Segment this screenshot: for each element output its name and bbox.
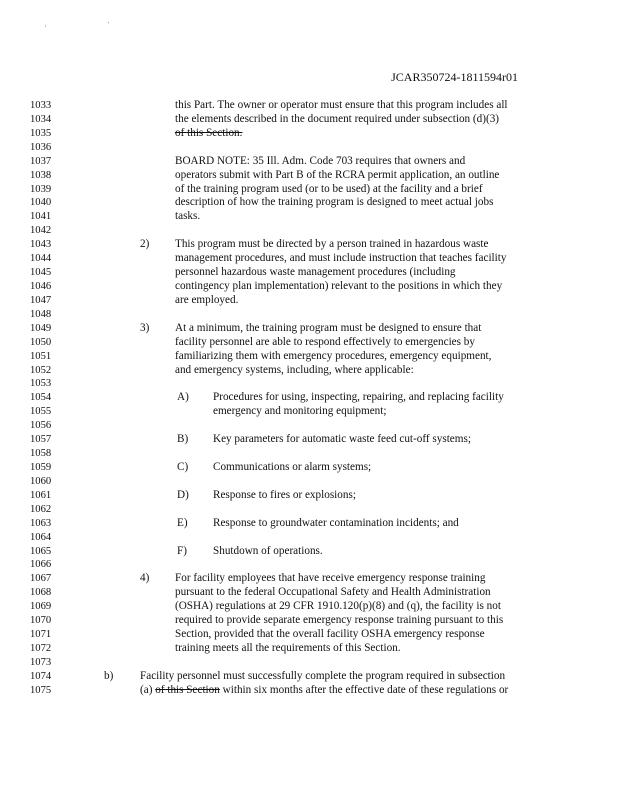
text-segment: personnel hazardous waste management procedures (including [175, 266, 456, 279]
line-text [140, 684, 508, 698]
line-number: 1046 [30, 280, 52, 292]
line-text [140, 670, 505, 684]
document-line [0, 558, 618, 572]
line-number: 1035 [30, 127, 52, 139]
document-line [0, 113, 618, 127]
line-text [175, 642, 401, 656]
text-segment: Facility personnel must successfully complete the program required in subsection [140, 669, 506, 682]
line-number: 1073 [30, 656, 52, 668]
document-line [0, 447, 618, 461]
struck-text: of this Section. [175, 126, 243, 139]
line-number: 1055 [30, 406, 52, 418]
line-number: 1057 [30, 434, 52, 446]
document-line [0, 670, 618, 684]
line-text [175, 600, 501, 614]
document-line [0, 99, 618, 113]
line-number: 1039 [30, 183, 52, 195]
line-number: 1070 [30, 615, 52, 627]
list-label: 4) [140, 572, 150, 585]
text-segment: required to provide separate emergency response training pursuant to this [175, 614, 504, 627]
text-segment: emergency and monitoring equipment; [213, 405, 387, 418]
document-line [0, 224, 618, 238]
line-number: 1059 [30, 461, 52, 473]
list-label: 2) [140, 238, 150, 251]
line-text [175, 266, 456, 280]
document-line [0, 489, 618, 503]
line-number: 1048 [30, 308, 52, 320]
list-label: b) [104, 669, 114, 682]
document-line [0, 517, 618, 531]
line-number: 1072 [30, 642, 52, 654]
document-line [0, 572, 618, 586]
line-number: 1041 [30, 211, 52, 223]
document-line [0, 433, 618, 447]
document-line [0, 642, 618, 656]
text-segment: familiarizing them with emergency procedures, emergency equipment, [175, 349, 492, 362]
document-line [0, 308, 618, 322]
document-line [0, 183, 618, 197]
list-label: A) [177, 391, 189, 404]
line-text [213, 405, 386, 419]
document-line [0, 266, 618, 280]
line-number: 1066 [30, 559, 52, 571]
line-number: 1040 [30, 197, 52, 209]
line-text [175, 280, 502, 294]
text-segment: pursuant to the federal Occupational Safety and Health Administration [175, 586, 491, 599]
line-text [175, 350, 491, 364]
line-number: 1051 [30, 350, 52, 362]
document-line [0, 628, 618, 642]
text-segment: of the training program used (or to be used) at the facility and a brief [175, 182, 483, 195]
text-segment: Communications or alarm systems; [213, 460, 372, 473]
list-label: F) [177, 544, 187, 557]
line-number: 1037 [30, 155, 52, 167]
line-text [175, 169, 499, 183]
text-segment: Key parameters for automatic waste feed cut-off systems; [213, 433, 471, 446]
line-number: 1043 [30, 239, 52, 251]
document-line [0, 280, 618, 294]
line-text [175, 210, 200, 224]
line-text [213, 545, 323, 559]
line-number: 1034 [30, 113, 52, 125]
text-segment: contingency plan implementation) relevant to the positions in which they [175, 279, 503, 292]
line-number: 1056 [30, 420, 52, 432]
text-segment: within six months after the effective date of these regulations or [219, 683, 509, 696]
line-number: 1062 [30, 503, 52, 515]
list-label: 3) [140, 321, 150, 334]
text-segment: BOARD NOTE: 35 Ill. Adm. Code 703 requires that owners and [175, 154, 466, 167]
line-text [213, 517, 459, 531]
line-number: 1050 [30, 336, 52, 348]
text-segment: facility personnel are able to respond effectively to emergencies by [175, 335, 475, 348]
text-segment: Response to fires or explosions; [213, 488, 356, 501]
line-text [175, 572, 485, 586]
struck-text: of this Section [155, 683, 220, 696]
list-label: B) [177, 433, 189, 446]
line-number: 1071 [30, 629, 52, 641]
line-number: 1061 [30, 489, 52, 501]
document-line [0, 294, 618, 308]
line-number: 1060 [30, 475, 52, 487]
text-segment: are employed. [175, 293, 239, 306]
line-text [175, 322, 481, 336]
text-segment: and emergency systems, including, where applicable: [175, 363, 414, 376]
document-line [0, 377, 618, 391]
line-text [213, 391, 504, 405]
document-line [0, 322, 618, 336]
text-segment: This program must be directed by a person trained in hazardous waste [175, 238, 489, 251]
document-line [0, 238, 618, 252]
line-text [175, 196, 493, 210]
text-segment: (a) [140, 683, 156, 696]
document-line [0, 461, 618, 475]
line-number: 1074 [30, 670, 52, 682]
line-number: 1069 [30, 601, 52, 613]
scan-marks: , ' [45, 22, 140, 28]
document-line [0, 586, 618, 600]
text-segment: (OSHA) regulations at 29 CFR 1910.120(p)(8) and (q), the facility is not [175, 600, 501, 613]
document-line [0, 475, 618, 489]
line-number: 1049 [30, 322, 52, 334]
text-segment: management procedures, and must include instruction that teaches facility [175, 252, 507, 265]
document-line [0, 252, 618, 266]
line-text [213, 461, 371, 475]
document-line [0, 405, 618, 419]
line-number: 1042 [30, 225, 52, 237]
line-number: 1053 [30, 378, 52, 390]
document-id-header: JCAR350724-1811594r01 [391, 70, 518, 84]
text-segment: operators submit with Part B of the RCRA permit application, an outline [175, 168, 500, 181]
list-label: E) [177, 516, 188, 529]
document-line [0, 196, 618, 210]
line-number: 1058 [30, 448, 52, 460]
line-text [175, 183, 483, 197]
text-segment: Section, provided that the overall facility OSHA emergency response [175, 628, 485, 641]
line-number: 1038 [30, 169, 52, 181]
text-segment: training meets all the requirements of this Section. [175, 641, 401, 654]
line-text [175, 364, 414, 378]
line-text [213, 433, 471, 447]
line-number: 1075 [30, 684, 52, 696]
text-segment: For facility employees that have receive emergency response training [175, 572, 486, 585]
line-text [175, 586, 491, 600]
text-segment: this Part. The owner or operator must ensure that this program includes all [175, 99, 508, 111]
document-line [0, 127, 618, 141]
line-number: 1063 [30, 517, 52, 529]
document-line [0, 391, 618, 405]
text-segment: tasks. [175, 210, 201, 223]
document-line [0, 684, 618, 698]
list-label: D) [177, 488, 189, 501]
line-text [175, 294, 238, 308]
line-number: 1036 [30, 141, 52, 153]
document-line [0, 169, 618, 183]
line-text [175, 336, 475, 350]
document-line [0, 656, 618, 670]
document-line [0, 545, 618, 559]
document-line [0, 614, 618, 628]
line-number: 1068 [30, 587, 52, 599]
document-line [0, 364, 618, 378]
document-line [0, 350, 618, 364]
line-number: 1054 [30, 392, 52, 404]
document-line [0, 336, 618, 350]
line-number: 1052 [30, 364, 52, 376]
line-text [175, 252, 506, 266]
text-segment: At a minimum, the training program must be designed to ensure that [175, 321, 482, 334]
line-text [175, 113, 499, 127]
line-number: 1045 [30, 267, 52, 279]
line-number: 1065 [30, 545, 52, 557]
document-line [0, 600, 618, 614]
line-number: 1064 [30, 531, 52, 543]
document-line [0, 141, 618, 155]
line-number: 1047 [30, 294, 52, 306]
list-label: C) [177, 460, 189, 473]
line-text [175, 99, 508, 113]
line-text [213, 489, 356, 503]
document-line [0, 503, 618, 517]
line-number: 1067 [30, 573, 52, 585]
text-segment: the elements described in the document required under subsection (d)(3) [175, 112, 500, 125]
line-text [175, 614, 503, 628]
document-line [0, 531, 618, 545]
line-text [175, 127, 242, 141]
text-segment: Procedures for using, inspecting, repairing, and replacing facility [213, 391, 504, 404]
document-line [0, 155, 618, 169]
text-segment: description of how the training program is designed to meet actual jobs [175, 196, 494, 209]
document-line [0, 210, 618, 224]
text-segment: Response to groundwater contamination incidents; and [213, 516, 459, 529]
document-line [0, 419, 618, 433]
line-text [175, 155, 465, 169]
line-number: 1044 [30, 253, 52, 265]
line-text [175, 238, 488, 252]
text-segment: Shutdown of operations. [213, 544, 323, 557]
document-body [0, 99, 618, 698]
line-number: 1033 [30, 100, 52, 111]
line-text [175, 628, 485, 642]
